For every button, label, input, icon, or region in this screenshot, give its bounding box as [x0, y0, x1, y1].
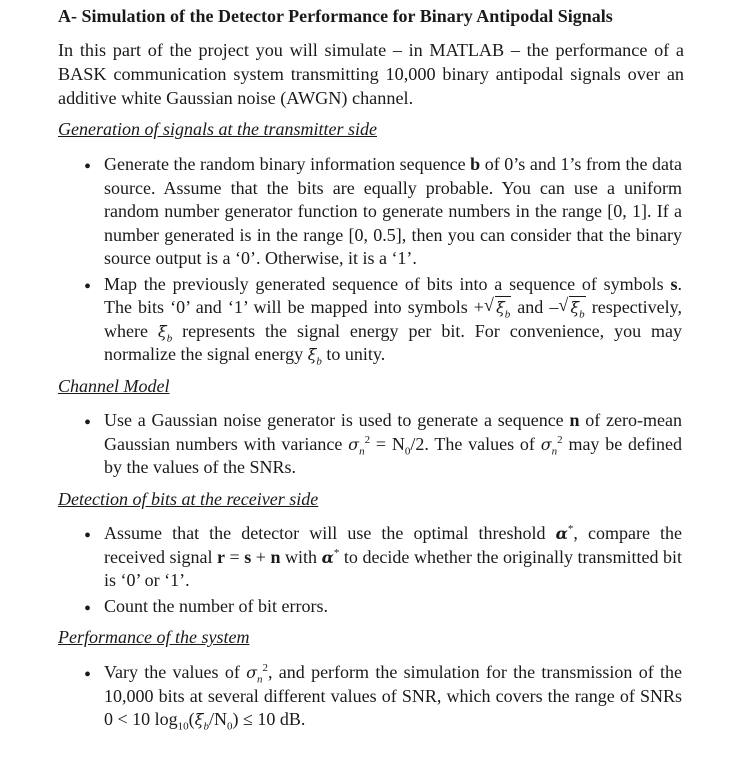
item-text: Count the number of bit errors. — [104, 595, 328, 616]
list-item: • Use a Gaussian noise generator is used to generate a sequence n of zero-mean Gaussian numbers with variance $\sigma_n^2 = N_0/2$. The values of $\sigma_n^2$ may be defined by the values of the SNRs. — [84, 410, 683, 477]
bullet-icon: • — [84, 412, 92, 434]
performance-list — [0, 661, 682, 732]
document-title: A- Simulation of the Detector Performance for Binary Antipodal Signals — [58, 6, 613, 26]
item-bold-symbol: s — [670, 273, 678, 294]
item-text: Generate the random binary information sequence — [104, 154, 471, 174]
item-text: = N — [370, 433, 405, 454]
item-bold-symbol: b — [470, 154, 481, 174]
item-bold-symbol: n — [569, 410, 580, 430]
item-text: Assume that the detector will use the optimal threshold — [104, 523, 556, 543]
bullet-icon: • — [84, 525, 92, 547]
item-text: . The values of — [424, 433, 541, 454]
list-item — [0, 595, 682, 619]
list-item: • Assume that the detector will use the optimal threshold α*, compare the received signal r = s + n with α* to decide whether the originally transmitted bit is ‘0’ or ‘1’. — [84, 523, 683, 590]
list-item: • Map the previously generated sequence of bits into a sequence of symbols s. The bits ‘0’ and ‘1’ will be mapped into symbols + √ $\xi_b$ and – √ $\xi_b$ respectively, where $\xi_b$ represents the signal energy per bit. For convenience, you may normalize the signal energy $\xi_b$ to unity. — [84, 273, 682, 368]
item-text: , and perform the simulation for the transmission of the 10,000 bits at several different values of SNR, which covers the range of SNRs 0 < 10 log — [104, 662, 682, 729]
list-item — [0, 153, 682, 271]
item-text: ) ≤ 10 dB. — [232, 709, 306, 729]
bullet-icon: • — [84, 275, 92, 298]
section-heading-generation: Generation of signals at the transmitter side — [58, 119, 377, 139]
item-text: and – — [511, 297, 559, 317]
item-text: Use a Gaussian noise generator is used to generate a sequence — [104, 410, 570, 430]
detection-list — [0, 522, 682, 618]
sqrt-xi-b: √ $\xi_b$ — [558, 295, 585, 321]
section-heading-detection: Detection of bits at the receiver side — [58, 489, 319, 509]
item-text: of zero-mean Gaussian numbers with variance — [104, 410, 682, 454]
item-text: may be defined by the values of the SNRs. — [104, 433, 683, 477]
item-text: to unity. — [321, 344, 386, 364]
bullet-icon: • — [84, 156, 92, 178]
section-heading-channel: Channel Model — [58, 376, 170, 396]
bullet-icon: • — [84, 597, 92, 620]
item-text: respectively, where — [104, 297, 682, 341]
item-text: of 0’s and 1’s from the data source. Assume that the bits are equally probable. You can use a uniform random number generator function to generate numbers in the range [0, 1]. If a number generated is in the range [0, 0.5], then you can consider that the binary source output is a ‘0’. Otherwise, it is a ‘1’. — [104, 154, 682, 268]
item-text: represents the signal energy per bit. For convenience, you may normalize the signal energy — [104, 320, 682, 364]
channel-list — [0, 409, 682, 480]
item-text: Map the previously generated sequence of bits into a sequence of symbols — [104, 273, 671, 294]
intro-paragraph: In this part of the project you will simulate – in MATLAB – the performance of a BASK communication system transmitting 10,000 binary antipodal signals over an additive white Gaussian noise (AWGN) channel. — [58, 40, 684, 108]
bullet-icon: • — [84, 664, 92, 686]
generation-list — [0, 153, 682, 367]
item-text: with — [280, 546, 322, 567]
item-text: to decide whether the originally transmitted bit is ‘0’ or ‘1’. — [104, 546, 682, 590]
item-text: Vary the values of — [104, 662, 247, 682]
list-item: • Vary the values of $\sigma_n^2$, and perform the simulation for the transmission of the 10,000 bits at several different values of SNR, which covers the range of SNRs 0 < 10 $\log_{10}(\xi_b/N_0) \le 10$ dB. — [84, 662, 682, 733]
section-heading-performance: Performance of the system — [58, 627, 250, 647]
sqrt-xi-b: √ $\xi_b$ — [483, 295, 511, 321]
item-text: . The bits ‘0’ and ‘1’ will be mapped into symbols + — [104, 273, 682, 317]
item-text: , compare the received signal — [104, 523, 683, 567]
